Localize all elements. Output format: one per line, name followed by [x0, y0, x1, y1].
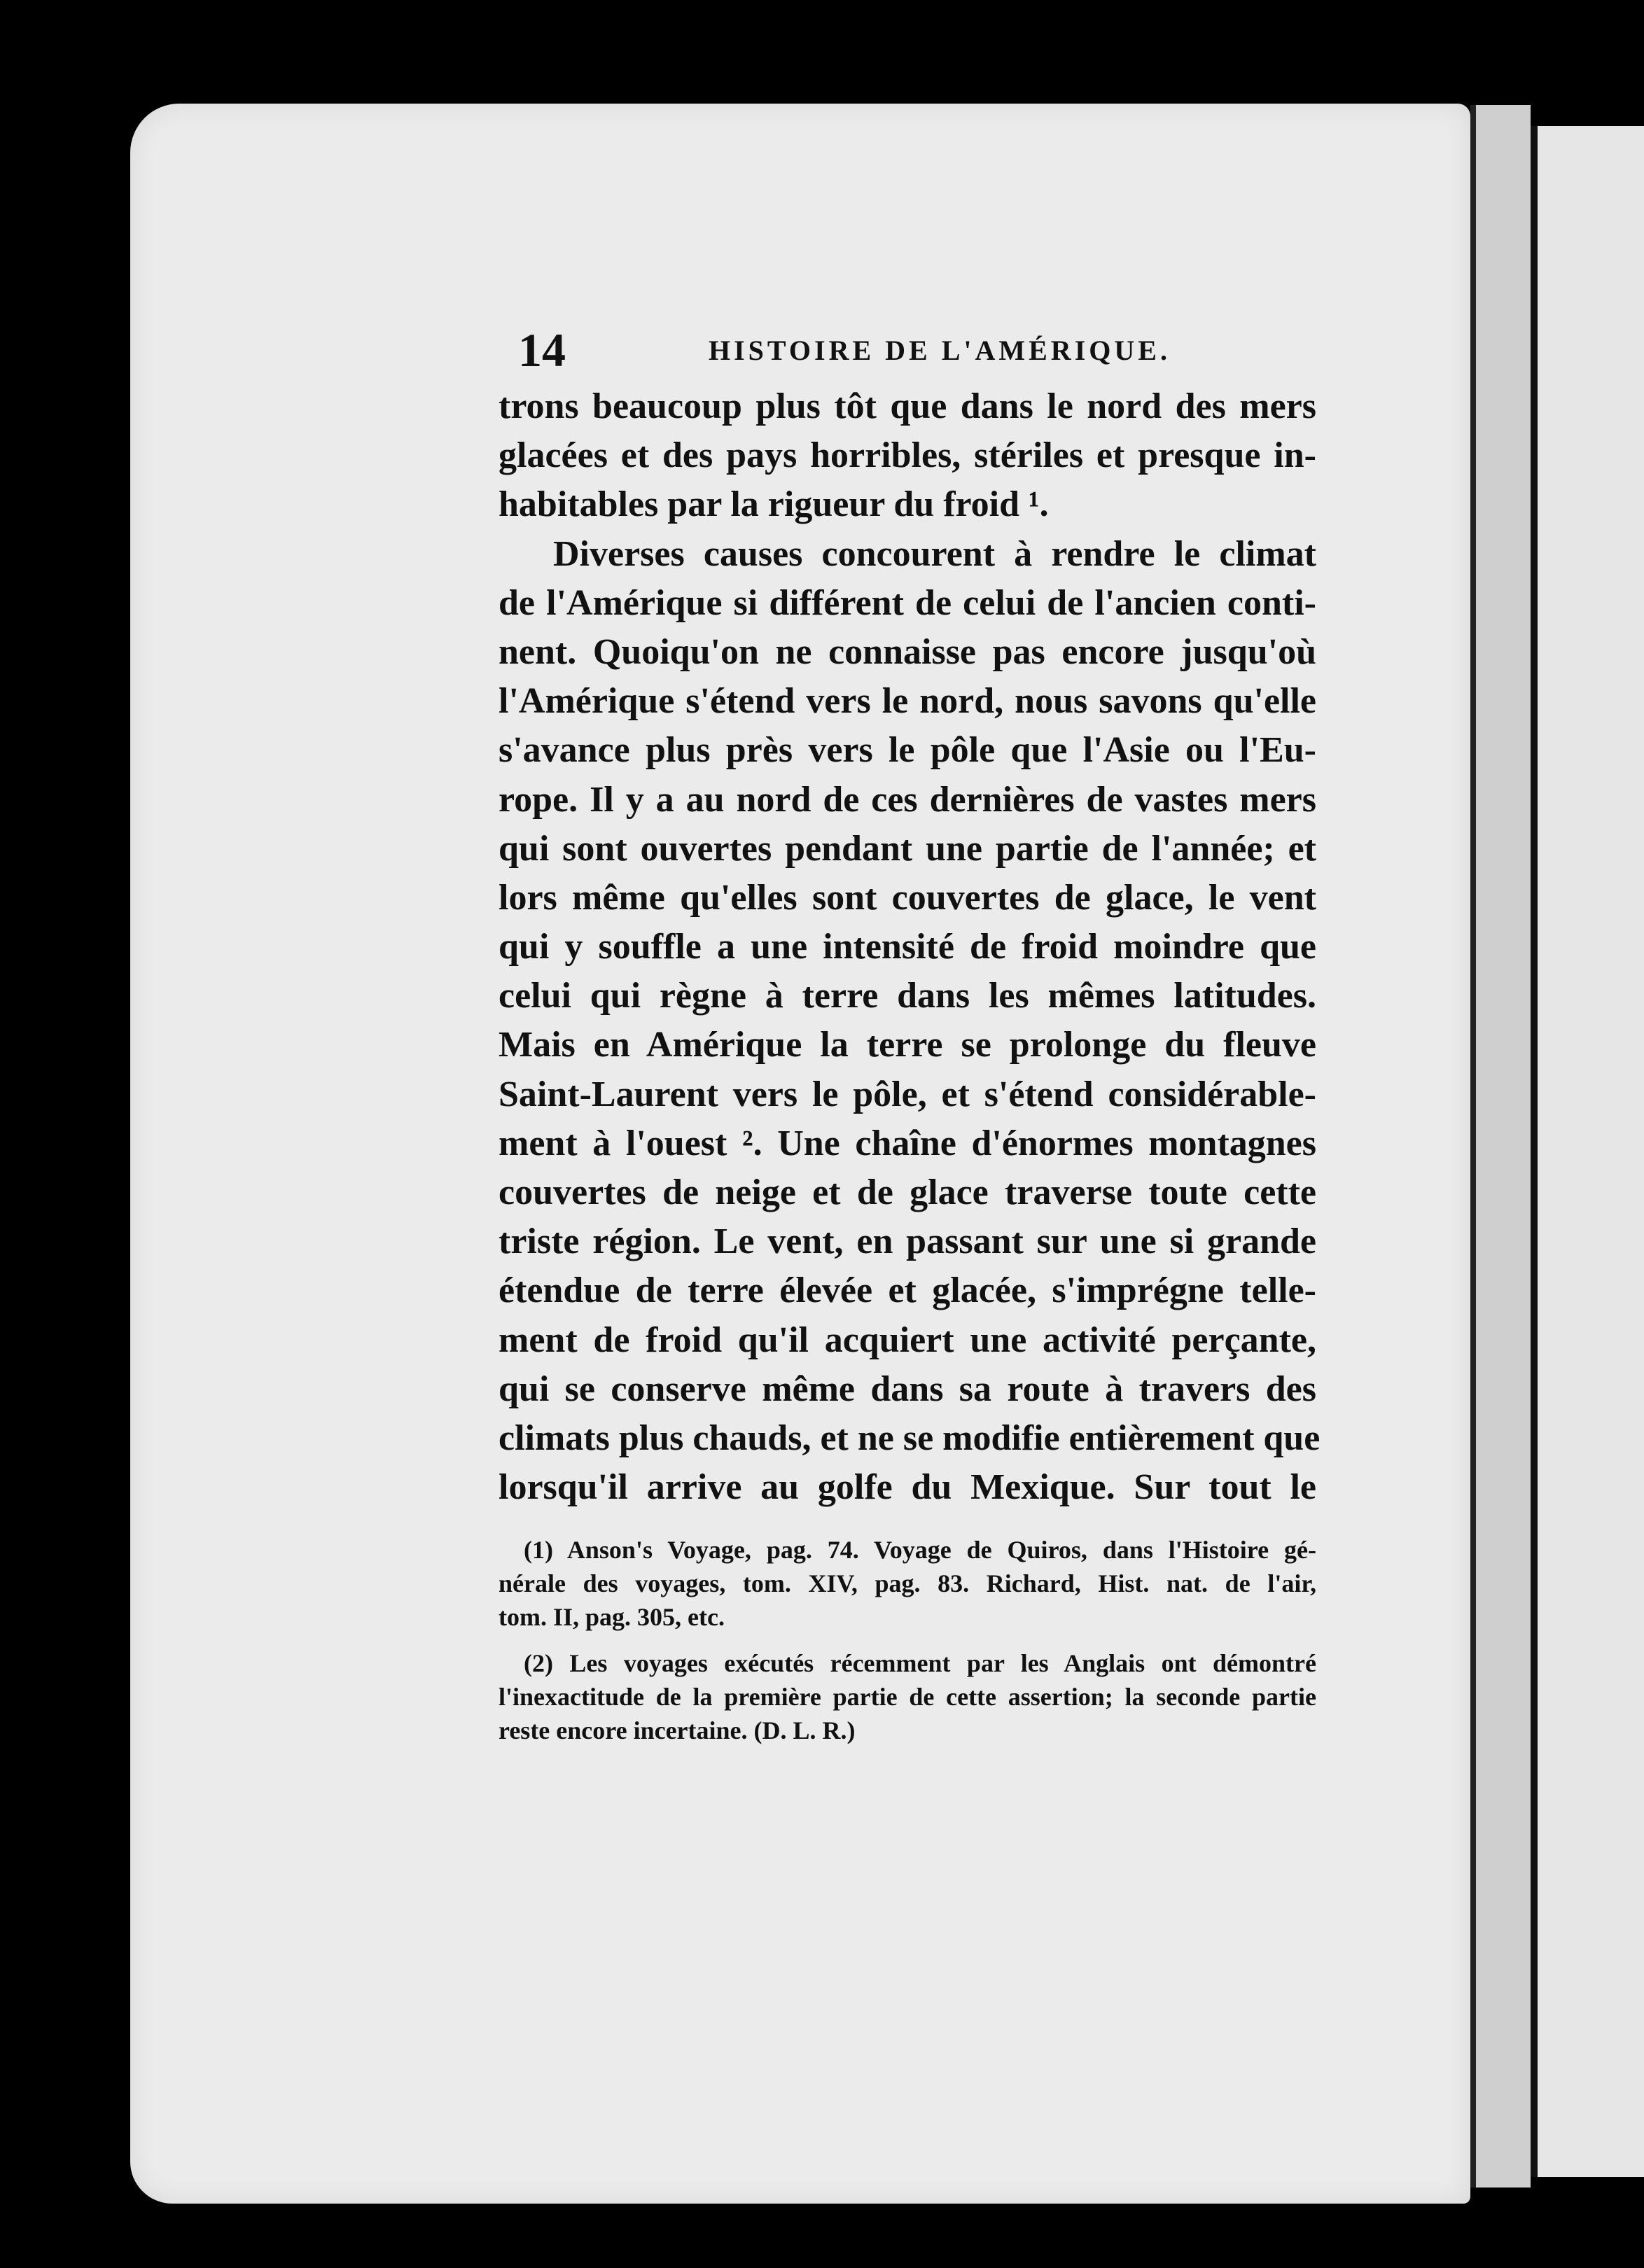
footnote-2-line-2: l'inexactitude de la première partie de cette assertion; la seconde partie: [499, 1683, 1316, 1712]
body-line-6: nent. Quoiqu'on ne connaisse pas encore jusqu'où: [499, 631, 1316, 672]
text-block: [499, 323, 1321, 1747]
footnote-1-line-2: nérale des voyages, tom. XIV, pag. 83. Richard, Hist. nat. de l'air,: [499, 1569, 1316, 1598]
footnote-gap: [499, 1634, 1316, 1646]
running-header: [499, 323, 1316, 377]
running-title: HISTOIRE DE L'AMÉRIQUE.: [709, 335, 1171, 366]
body-line-18: triste région. Le vent, en passant sur une si grande: [499, 1222, 1316, 1262]
page-edge-shadow: [1470, 105, 1531, 2188]
footnotes: [499, 1533, 1316, 1747]
body-line-15: Saint-Laurent vers le pôle, et s'étend considérable-: [499, 1074, 1316, 1114]
body-line-4: Diverses causes concourent à rendre le climat: [553, 533, 1316, 574]
body-line-8: s'avance plus près vers le pôle que l'Asie ou l'Eu-: [499, 730, 1316, 771]
body-text: [499, 382, 1321, 1512]
body-line-21: qui se conserve même dans sa route à travers des: [499, 1368, 1316, 1409]
footnote-2-line-3: reste encore incertaine. (D. L. R.): [499, 1716, 856, 1745]
footnote-2-line-1: (2) Les voyages exécutés récemment par les Anglais ont démontré: [524, 1649, 1316, 1678]
body-line-22: climats plus chauds, et ne se modifie entièrement que: [499, 1418, 1321, 1458]
body-line-14: Mais en Amérique la terre se prolonge du fleuve: [499, 1025, 1316, 1065]
page-number: 14: [518, 323, 566, 377]
body-line-3: habitables par la rigueur du froid ¹.: [499, 484, 1049, 525]
body-line-17: couvertes de neige et de glace traverse toute cette: [499, 1172, 1316, 1212]
body-line-23: lorsqu'il arrive au golfe du Mexique. Sur tout le: [499, 1467, 1316, 1508]
body-line-16: ment à l'ouest ². Une chaîne d'énormes montagnes: [499, 1123, 1316, 1163]
body-line-11: lors même qu'elles sont couvertes de glace, le vent: [499, 877, 1316, 918]
body-line-10: qui sont ouvertes pendant une partie de l'année; et: [499, 828, 1316, 869]
body-line-13: celui qui règne à terre dans les mêmes latitudes.: [499, 976, 1316, 1016]
body-line-1: trons beaucoup plus tôt que dans le nord des mers: [499, 386, 1316, 426]
body-line-19: étendue de terre élevée et glacée, s'imprégne telle-: [499, 1270, 1316, 1311]
body-line-5: de l'Amérique si différent de celui de l'ancien conti-: [499, 582, 1316, 623]
body-line-12: qui y souffle a une intensité de froid moindre que: [499, 927, 1316, 967]
footnote-1-line-3: tom. II, pag. 305, etc.: [499, 1603, 725, 1632]
body-line-2: glacées et des pays horribles, stériles et presque in-: [499, 435, 1316, 476]
facing-page-edge: [1525, 126, 1644, 2177]
footnote-1-line-1: (1) Anson's Voyage, pag. 74. Voyage de Quiros, dans l'Histoire gé-: [524, 1536, 1316, 1564]
body-line-20: ment de froid qu'il acquiert une activité perçante,: [499, 1320, 1316, 1360]
body-line-9: rope. Il y a au nord de ces dernières de vastes mers: [499, 779, 1316, 820]
body-line-7: l'Amérique s'étend vers le nord, nous savons qu'elle: [499, 681, 1316, 722]
